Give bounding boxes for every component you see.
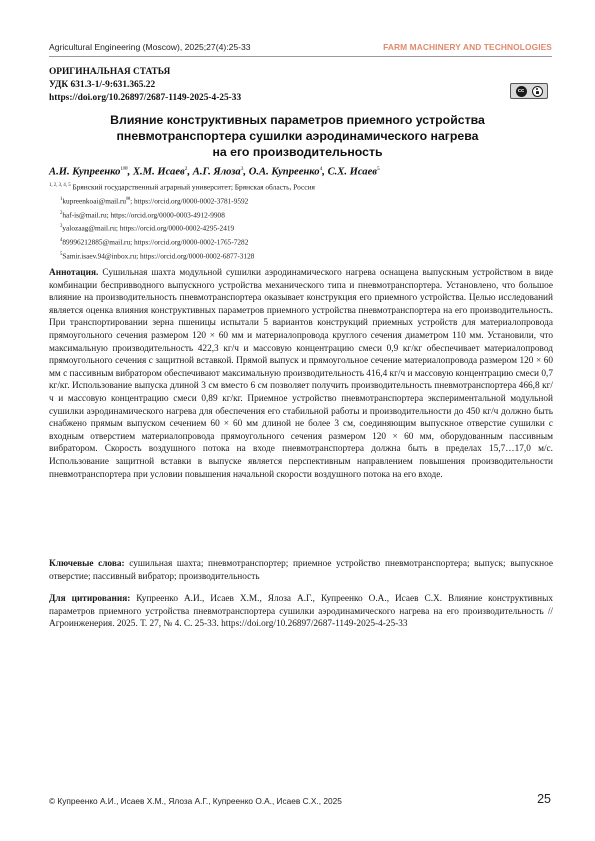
title-line: пневмотранспортера сушилки аэродинамического нагрева	[116, 129, 479, 143]
contact-line	[60, 235, 254, 249]
citation-label: Для цитирования:	[49, 594, 131, 604]
author-list: А.И. Купреенко$^{1✉}$, Х.М. Исаев$^2$, А.Г. Ялоза$^3$, О.А. Купреенко$^4$, С.Х. Исаев$^5$	[49, 166, 380, 178]
doi-link[interactable]: https://doi.org/10.26897/2687-1149-2025-4-25-33	[49, 93, 242, 103]
author-sup: 5	[377, 166, 380, 172]
article-type: ОРИГИНАЛЬНАЯ СТАТЬЯ	[49, 67, 171, 77]
contact-sup: 2	[60, 210, 63, 216]
header-divider	[49, 56, 552, 57]
page-number: 25	[537, 792, 551, 806]
citation	[49, 593, 553, 631]
journal-header: Agricultural Engineering (Moscow), 2025;27(4):25-33	[49, 42, 251, 52]
author-name: А.Г. Ялоза	[192, 166, 241, 178]
author-sup: 4	[319, 166, 323, 172]
author-sup: 3	[240, 166, 244, 172]
author-sup: 2	[184, 166, 188, 172]
keywords-label: Ключевые слова:	[49, 559, 125, 569]
udc-code: УДК 631.3-1/-9:631.365.22	[49, 80, 156, 90]
contact-line	[60, 249, 254, 263]
contact-line	[60, 194, 254, 208]
contact-sup: 1	[60, 197, 63, 202]
contact-sup: 3	[60, 224, 63, 230]
author-contacts	[60, 194, 254, 262]
affiliation	[49, 181, 315, 192]
article-title	[70, 112, 525, 160]
title-line: на его производительность	[212, 145, 383, 159]
author-name: А.И. Купреенко	[49, 166, 121, 178]
attribution-person-icon	[532, 86, 543, 97]
creative-commons-by-icon[interactable]	[510, 83, 548, 99]
citation-text: Купреенко А.И., Исаев Х.М., Ялоза А.Г., Купреенко О.А., Исаев С.Х. Влияние конструктивных параметров приемного устройства пневмотранспортера сушилки аэродинамического нагрева на его производительность // Агроинженерия. 2025. Т. 27, № 4. С. 25-33. https://doi.org/10.26897/2687-1149-2025-4-25-33	[49, 594, 553, 630]
cc-icon: cc	[516, 86, 527, 97]
section-header: FARM MACHINERY AND TECHNOLOGIES	[383, 42, 552, 52]
email-link[interactable]: yalozaag@mail.ru; https://orcid.org/0000-0002-4295-2419	[62, 223, 235, 233]
article-meta	[49, 66, 241, 105]
author-name: С.Х. Исаев	[327, 166, 378, 178]
keywords	[49, 558, 553, 583]
correspondence-icon: ✉	[126, 197, 131, 202]
author-name: Х.М. Исаев	[132, 166, 185, 178]
copyright: © Купреенко А.И., Исаев Х.М., Ялоза А.Г., Купреенко О.А., Исаев С.Х., 2025	[49, 796, 342, 806]
title-line: Влияние конструктивных параметров приемного устройства	[110, 113, 485, 127]
abstract-text: Сушильная шахта модульной сушилки аэродинамического нагрева оснащена выпускным устройством в виде комбинации беспривводного выпускного устройства механического типа и пневмотранспортера. Установлено, что большое влияние на производительность пневмотранспортера оказывает конструкция его приемного устройства. Целью исследований является оценка влияния конструктивных параметров приемного устройства пневмотранспортера на его производительность. При транспортировании зерна пшеницы испытали 5 вариантов конструкций приемных устройств для материалопровода прямоугольного сечения размером 120 × 60 мм и материалопровода круглого сечения диаметром 110 мм. Установили, что максимальную производительность 422,3 кг/ч и массовую концентрацию смеси 0,9 кг/кг обеспечивает материалопровод прямоугольного сечения с защитной вставкой. Прямой выпуск и прямоугольное сечение материалопровода размером 120 × 60 мм с пассивным вибратором обеспечивают максимальную производительность 416,4 кг/ч и массовую концентрацию смеси 0,7 кг/кг. Использование выпуска длиной 3 см вместо 6 см позволяет получить производительность пневмотранспортера 466,8 кг/ч и массовую концентрацию смеси 0,89 кг/кг. Приемное устройство пневмотранспортера экспериментальной модульной сушилки аэродинамического нагрева для обеспечения его стабильной работы и производительности до 450 кг/ч должно быть снабжено прямым выпуском сечением 60 × 60 мм длиной не более 3 см, соединяющим выпускное отверстие сушилки с входным отверстием материалопровода прямоугольного сечения размером 120 × 60 мм, оборудованным пассивным вибратором. Скорость воздушного потока на входе пневмотранспортера должна быть в пределах 15,7…17,0 м/с. Использование защитной вставки в выпуске является перспективным направлением повышения производительности пневмотранспортера при условии повышения начальной скорости воздушного потока на его входе.	[49, 268, 553, 480]
abstract	[49, 267, 553, 481]
abstract-label: Аннотация.	[49, 268, 99, 278]
email-link[interactable]: haf-is@mail.ru; https://orcid.org/0000-0003-4912-9908	[62, 210, 225, 220]
affiliation-text: Брянский государственный аграрный университет; Брянская область, Россия	[72, 182, 315, 192]
affiliation-sup: 1, 2, 3, 4, 5	[49, 183, 71, 188]
contact-line	[60, 221, 254, 235]
author-name: О.А. Купреенко	[248, 166, 320, 178]
email-link[interactable]: kupreenkoai@mail.ru	[62, 196, 127, 206]
contact-sup: 5	[60, 251, 63, 257]
author-sup: 1✉	[120, 166, 128, 172]
email-link[interactable]: Samir.isaev.94@inbox.ru; https://orcid.org/0000-0002-6877-3128	[62, 250, 255, 260]
contact-sup: 4	[60, 237, 63, 243]
keywords-text: сушильная шахта; пневмотранспортер; приемное устройство пневмотранспортера; выпуск; выпускное отверстие; пассивный вибратор; производительность	[49, 559, 553, 582]
orcid-link[interactable]: ; https://orcid.org/0000-0002-3781-9592	[130, 196, 249, 206]
email-link[interactable]: 89996212885@mail.ru; https://orcid.org/0000-0002-1765-7282	[62, 237, 249, 247]
contact-line	[60, 208, 254, 222]
